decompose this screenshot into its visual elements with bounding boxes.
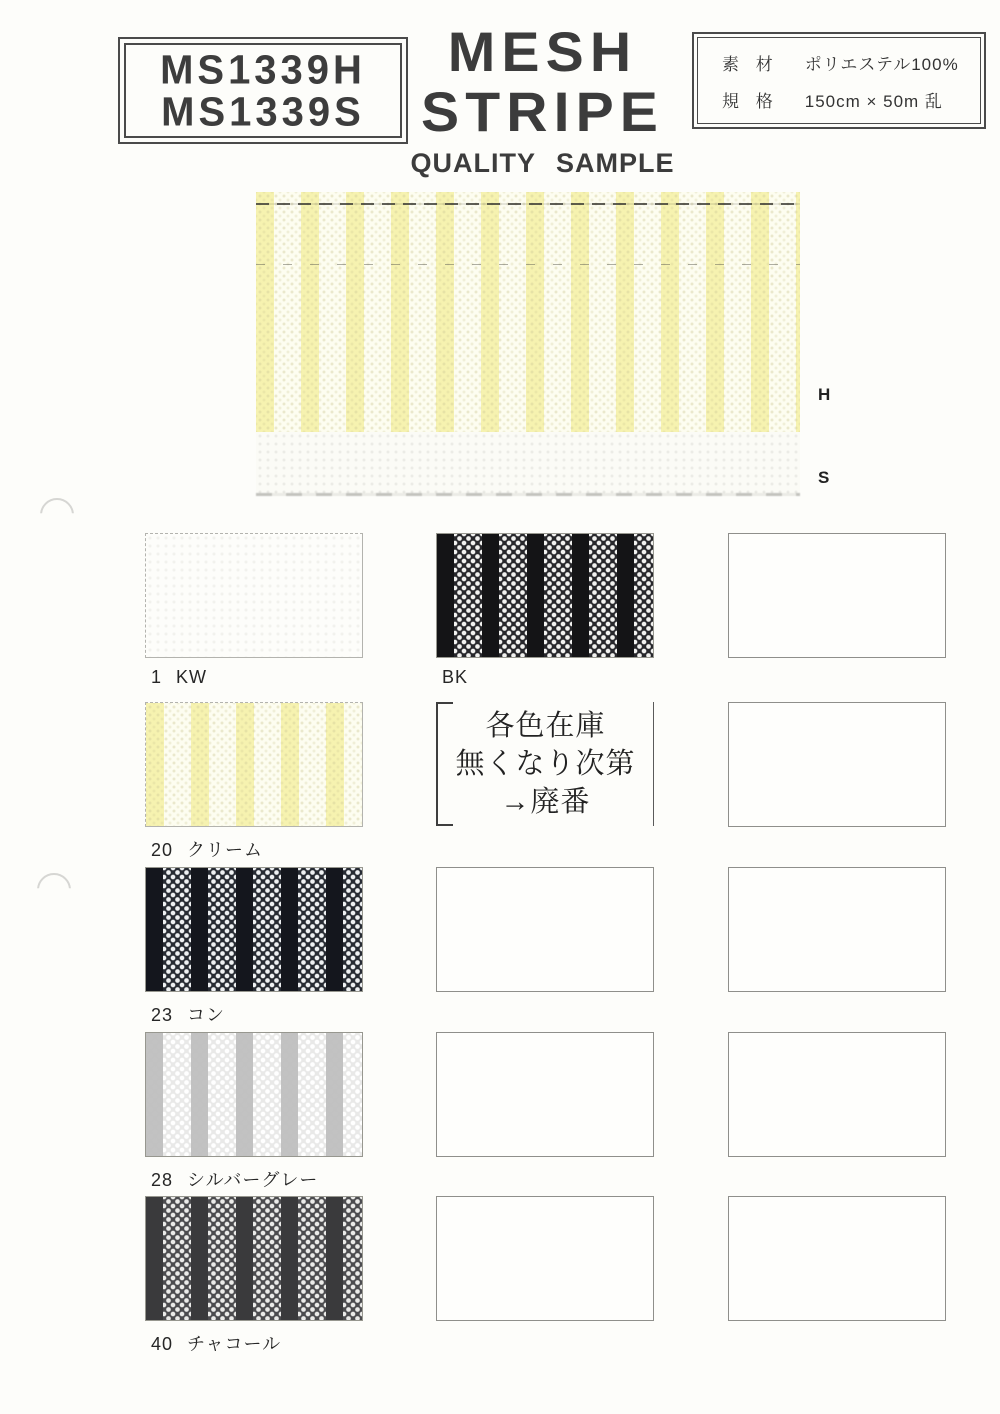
swatch-navy [145,867,363,1027]
sample-s-section [256,432,800,496]
sample-bottom-edge [256,493,800,496]
swatch-silver-gray-fabric [145,1032,363,1157]
stock-note-line: 各色在庫 [485,709,606,742]
swatch-code: 23 [151,1005,174,1025]
swatch-charcoal-fabric [145,1196,363,1321]
swatch-navy-label [145,1001,363,1027]
swatch-name: BK [442,667,469,687]
sample-h-section [256,192,800,432]
spec-box [692,32,986,129]
swatch-kw-label [145,667,363,688]
empty-box [728,533,946,658]
empty-swatch-slot [728,533,946,658]
empty-box [728,867,946,992]
swatch-cream [145,702,363,862]
swatch-bk-fabric [436,533,654,658]
empty-box [436,1196,654,1321]
empty-swatch-slot [728,702,946,827]
swatch-name: KW [176,667,208,687]
sample-fold-line [256,264,800,265]
stock-note-box [436,702,654,826]
spec-material-row [722,50,980,75]
swatch-kw-fabric [145,533,363,658]
punch-hole [37,873,71,907]
punch-hole [40,498,74,532]
empty-swatch-slot [728,867,946,992]
swatch-charcoal [145,1196,363,1356]
title-line-2: STRIPE [420,80,665,144]
mesh-fabric-silver-gray [146,1033,362,1156]
swatch-name: クリーム [187,840,264,860]
empty-swatch-slot [728,1196,946,1321]
spec-box-inner [697,37,981,124]
swatch-code: 28 [151,1170,174,1190]
subtitle: QUALITY SAMPLE [410,148,675,178]
spec-material-value: ポリエステル100% [804,54,959,74]
stock-note-line: →廃番 [500,786,591,819]
swatch-code: 20 [151,840,174,860]
main-fabric-sample [256,192,800,496]
spec-size-value: 150cm × 50m 乱 [804,91,943,111]
swatch-name: チャコール [187,1334,282,1354]
product-code-box-inner [124,43,402,138]
stock-note [436,702,654,826]
sample-top-edge [256,203,800,205]
product-code-s: MS1339S [161,89,365,134]
product-code-box [118,37,408,144]
spec-size-row [722,87,980,112]
page-title [400,22,685,143]
mesh-fabric-white [146,534,362,657]
swatch-name: シルバーグレー [187,1170,319,1190]
swatch-cream-label [145,836,363,862]
empty-box [728,702,946,827]
empty-box [436,867,654,992]
spec-material-label: 素 材 [722,54,779,74]
empty-swatch-slot [728,1032,946,1157]
spec-size-label: 規 格 [722,91,779,111]
mesh-fabric-navy [146,868,362,991]
empty-box [728,1196,946,1321]
swatch-charcoal-label [145,1330,363,1356]
empty-box [436,1032,654,1157]
empty-swatch-slot [436,1196,654,1321]
swatch-bk [436,533,654,688]
swatch-cream-fabric [145,702,363,827]
swatch-name: コン [187,1005,226,1025]
empty-swatch-slot [436,867,654,992]
s-version-label: S [818,468,830,487]
mesh-fabric-charcoal [146,1197,362,1320]
swatch-code: 1 [151,667,163,687]
stock-note-line: 無くなり次第 [455,747,636,780]
swatch-silver-gray-label [145,1166,363,1192]
mesh-fabric-cream [146,703,362,826]
swatch-silver-gray [145,1032,363,1192]
empty-box [728,1032,946,1157]
swatch-kw [145,533,363,688]
swatch-code: 40 [151,1334,174,1354]
product-code-h: MS1339H [160,47,366,92]
h-version-label: H [818,385,831,404]
mesh-fabric-black [437,534,653,657]
swatch-bk-label [436,667,654,688]
swatch-navy-fabric [145,867,363,992]
empty-swatch-slot [436,1032,654,1157]
title-line-1: MESH [447,20,638,83]
